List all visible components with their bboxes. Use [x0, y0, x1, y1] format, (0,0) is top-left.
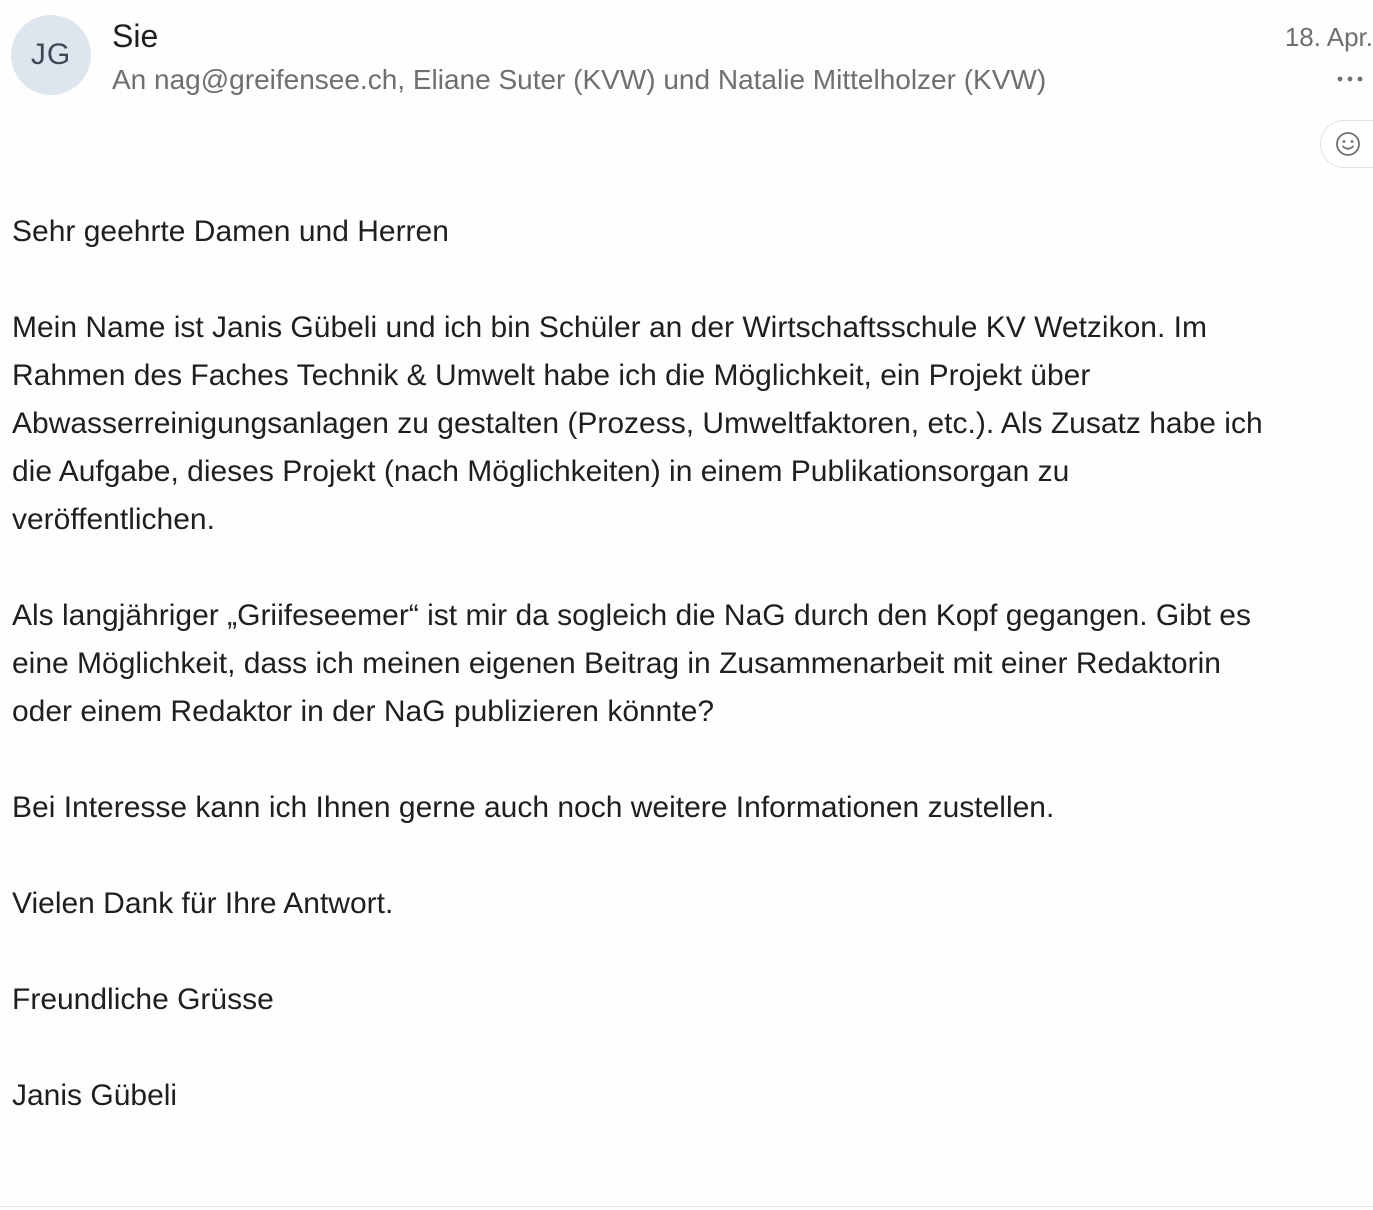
message-date: 18. Apr. [1284, 22, 1373, 52]
ellipsis-icon [1336, 75, 1364, 83]
greeting: Sehr geehrte Damen und Herren [12, 215, 449, 248]
divider [0, 1206, 1373, 1207]
signature: Janis Gübeli [12, 1079, 178, 1112]
body-paragraph: Mein Name ist Janis Gübeli und ich bin Schüler an der Wirtschaftsschule KV Wetzikon. Im Rahmen des Faches Technik & Umwelt habe ich die Möglichkeit, ein Projekt über Abwasserreinigungsanlagen zu gestalten (Prozess, Umweltfaktoren, etc.). Als Zusatz habe ich die Aufgabe, dieses Projekt (nach Möglichkeiten) in einem Publikationsorgan zu veröffentlichen. [12, 311, 1263, 536]
thanks-line: Vielen Dank für Ihre Antwort. [12, 887, 394, 920]
closing-line: Freundliche Grüsse [12, 983, 274, 1016]
smiley-icon [1335, 131, 1361, 157]
body-paragraph: Bei Interesse kann ich Ihnen gerne auch noch weitere Informationen zustellen. [12, 791, 1055, 824]
avatar-initials: JG [30, 38, 72, 71]
more-options-button[interactable] [1333, 64, 1367, 94]
avatar[interactable] [11, 15, 91, 95]
recipients-line[interactable]: An nag@greifensee.ch, Eliane Suter (KVW) und Natalie Mittelholzer (KVW) [112, 64, 1047, 95]
message-body [12, 208, 1372, 1168]
add-reaction-button[interactable] [1320, 120, 1373, 168]
sender-name[interactable]: Sie [112, 18, 159, 54]
body-paragraph: Als langjähriger „Griifeseemer“ ist mir da sogleich die NaG durch den Kopf gegangen. Gibt es eine Möglichkeit, dass ich meinen eigenen Beitrag in Zusammenarbeit mit einer Redaktorin oder einem Redaktor in der NaG publizieren könnte? [12, 599, 1251, 728]
